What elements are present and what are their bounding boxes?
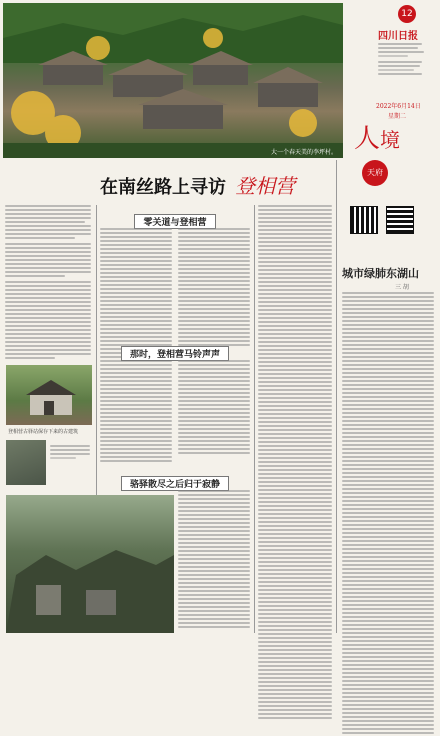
- issue-date: 2022年6月14日: [376, 103, 421, 110]
- right-column-body: [342, 292, 436, 736]
- bottom-left-photo: [6, 495, 174, 633]
- stone-photo: [6, 440, 46, 485]
- section-head-1: 零关道与登相营: [134, 214, 215, 229]
- headline-text: 在南丝路上寻访: [100, 177, 226, 198]
- red-badge: [362, 160, 388, 186]
- section-head-3: 骆驿散尽之后归于寂静: [121, 476, 229, 491]
- issue-weekday: 星期二: [388, 113, 407, 120]
- top-photo: [3, 3, 343, 158]
- middle-column-b: [178, 228, 252, 348]
- left-article-column: [5, 205, 93, 361]
- page-number: 12: [398, 5, 416, 23]
- ren-jing-logo: 人境: [354, 124, 401, 154]
- badge-text: 天府: [367, 168, 383, 177]
- section-head-2: 那时，登相营马铃声声: [121, 346, 229, 361]
- house-illustration: [6, 365, 92, 425]
- middle-column-c: [178, 360, 252, 456]
- small-photo-caption: 登相营古驿站保存下来的古建筑: [8, 429, 79, 435]
- headline-script: 登相营: [235, 174, 296, 198]
- right-mid-column: [258, 205, 334, 721]
- column-author: 三 胡: [395, 284, 409, 291]
- paper-name: 四川日报: [378, 31, 418, 42]
- qr-code-2: [386, 206, 414, 234]
- qr-code-1: [350, 206, 378, 234]
- ruins-illustration: [6, 495, 174, 633]
- left-small-photo: [6, 365, 92, 425]
- middle-column-d: [178, 490, 252, 630]
- main-headline: [100, 170, 330, 200]
- photo-caption: 大一个春天美的李坪村。: [270, 149, 337, 156]
- column-title: 城市绿肺东湖山: [342, 267, 419, 280]
- village-illustration: [3, 3, 343, 158]
- masthead: [348, 3, 436, 153]
